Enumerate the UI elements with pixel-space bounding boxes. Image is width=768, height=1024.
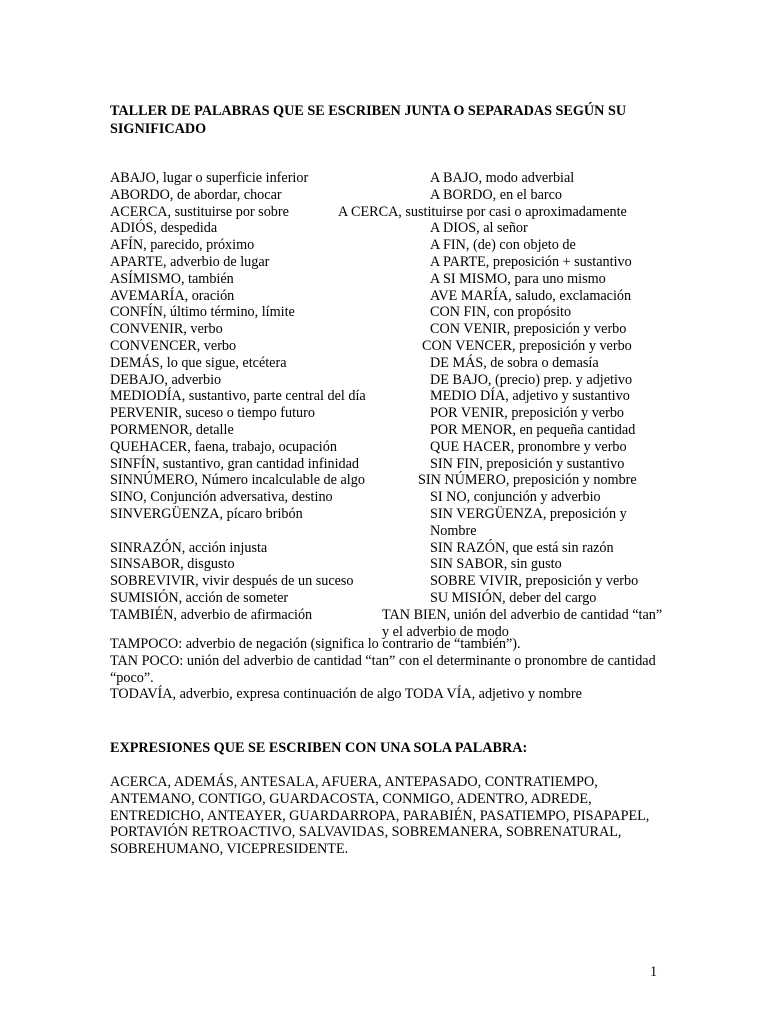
- joined-word: SUMISIÓN, acción de someter: [110, 589, 289, 606]
- separated-word: A CERCA, sustituirse por casi o aproximadamente: [338, 203, 627, 220]
- joined-word: SINSABOR, disgusto: [110, 556, 235, 573]
- word-pair-row: [0, 338, 768, 355]
- separated-word: A PARTE, preposición + sustantivo: [430, 253, 632, 270]
- separated-word: MEDIO DÍA, adjetivo y sustantivo: [430, 388, 630, 405]
- separated-word: SIN VERGÜENZA, preposición y Nombre: [430, 505, 627, 539]
- joined-word: SINNÚMERO, Número incalculable de algo: [110, 472, 365, 489]
- separated-word: CON VENCER, preposición y verbo: [422, 337, 632, 354]
- separated-word: A FIN, (de) con objeto de: [430, 237, 576, 254]
- word-pair-row: [0, 170, 768, 187]
- joined-word: MEDIODÍA, sustantivo, parte central del día: [110, 388, 366, 405]
- separated-word: A BORDO, en el barco: [430, 186, 562, 203]
- word-pair-row: [0, 540, 768, 557]
- word-pair-row: [0, 556, 768, 573]
- separated-word: A SI MISMO, para uno mismo: [430, 270, 606, 287]
- word-pair-row: [0, 237, 768, 254]
- joined-word: SOBREVIVIR, vivir después de un suceso: [110, 573, 354, 590]
- word-pair-row: [0, 506, 768, 540]
- separated-word: A BAJO, modo adverbial: [430, 170, 575, 186]
- word-pair-row: [0, 405, 768, 422]
- word-pair-row: [0, 254, 768, 271]
- joined-word: SINVERGÜENZA, pícaro bribón: [110, 505, 303, 522]
- separated-word: SIN SABOR, sin gusto: [430, 556, 562, 573]
- joined-word: ACERCA, sustituirse por sobre: [110, 203, 289, 220]
- separated-word: DE MÁS, de sobra o demasía: [430, 354, 599, 371]
- separated-word: CON VENIR, preposición y verbo: [430, 321, 627, 338]
- word-pair-row: [0, 288, 768, 305]
- word-pair-row: [0, 355, 768, 372]
- word-pair-row: [0, 439, 768, 456]
- separated-word: A DIOS, al señor: [430, 220, 528, 237]
- word-pair-row: [0, 472, 768, 489]
- separated-word: QUE HACER, pronombre y verbo: [430, 438, 627, 455]
- word-pair-row: [0, 220, 768, 237]
- separated-word: AVE MARÍA, saludo, exclamación: [430, 287, 632, 304]
- word-pair-row: [0, 590, 768, 607]
- joined-word: PORMENOR, detalle: [110, 421, 234, 438]
- joined-word: CONVENCER, verbo: [110, 337, 237, 354]
- joined-word: AFÍN, parecido, próximo: [110, 237, 255, 254]
- joined-word: CONFÍN, último término, límite: [110, 304, 295, 321]
- joined-word: ASÍMISMO, también: [110, 270, 234, 287]
- word-pairs-list: [0, 170, 768, 640]
- separated-word: SIN FIN, preposición y sustantivo: [430, 455, 625, 472]
- word-pair-row: [0, 187, 768, 204]
- joined-word: SINFÍN, sustantivo, gran cantidad infinidad: [110, 455, 360, 472]
- separated-word: SI NO, conjunción y adverbio: [430, 489, 601, 506]
- joined-word: ABAJO, lugar o superficie inferior: [110, 170, 309, 186]
- tampoco-entry: TAMPOCO: adverbio de negación (significa lo contrario de “también”).: [110, 636, 521, 652]
- todavia-entry: TODAVÍA, adverbio, expresa continuación de algo TODA VÍA, adjetivo y nombre: [110, 686, 582, 703]
- page-number: 1: [650, 964, 658, 980]
- joined-word: PERVENIR, suceso o tiempo futuro: [110, 405, 315, 422]
- separated-word: TAN BIEN, unión del adverbio de cantidad “tan” y el adverbio de modo: [382, 606, 663, 640]
- additional-entries: [110, 636, 670, 703]
- word-pair-row: [0, 321, 768, 338]
- separated-word: CON FIN, con propósito: [430, 304, 572, 321]
- word-pair-row: [0, 204, 768, 221]
- word-pair-row: [0, 573, 768, 590]
- joined-word: AVEMARÍA, oración: [110, 287, 235, 304]
- joined-word: ADIÓS, despedida: [110, 220, 218, 237]
- separated-word: DE BAJO, (precio) prep. y adjetivo: [430, 371, 633, 388]
- page-title: TALLER DE PALABRAS QUE SE ESCRIBEN JUNTA O SEPARADAS SEGÚN SU SIGNIFICADO: [110, 103, 627, 137]
- word-pair-row: [0, 388, 768, 405]
- separated-word: SU MISIÓN, deber del cargo: [430, 589, 597, 606]
- word-pair-row: [0, 304, 768, 321]
- separated-word: POR MENOR, en pequeña cantidad: [430, 421, 636, 438]
- separated-word: POR VENIR, preposición y verbo: [430, 405, 625, 422]
- separated-word: SIN RAZÓN, que está sin razón: [430, 539, 614, 556]
- separated-word: SIN NÚMERO, preposición y nombre: [418, 472, 637, 489]
- word-pair-row: [0, 456, 768, 473]
- section-heading: EXPRESIONES QUE SE ESCRIBEN CON UNA SOLA PALABRA:: [110, 740, 528, 756]
- word-pair-row: [0, 372, 768, 389]
- joined-word: QUEHACER, faena, trabajo, ocupación: [110, 438, 337, 455]
- joined-word: DEBAJO, adverbio: [110, 371, 222, 388]
- joined-word: CONVENIR, verbo: [110, 321, 223, 338]
- word-pair-row: [0, 422, 768, 439]
- joined-word: SINRAZÓN, acción injusta: [110, 539, 268, 556]
- joined-word: DEMÁS, lo que sigue, etcétera: [110, 354, 287, 371]
- joined-word: ABORDO, de abordar, chocar: [110, 186, 282, 203]
- word-pair-row: [0, 271, 768, 288]
- tan-poco-entry: TAN POCO: unión del adverbio de cantidad “tan” con el determinante o pronombre de cantidad “poco”.: [110, 652, 656, 686]
- joined-word: APARTE, adverbio de lugar: [110, 253, 270, 270]
- word-pair-row: [0, 489, 768, 506]
- separated-word: SOBRE VIVIR, preposición y verbo: [430, 573, 639, 590]
- joined-word: TAMBIÉN, adverbio de afirmación: [110, 606, 313, 623]
- joined-word: SINO, Conjunción adversativa, destino: [110, 489, 333, 506]
- single-word-expressions: ACERCA, ADEMÁS, ANTESALA, AFUERA, ANTEPASADO, CONTRATIEMPO, ANTEMANO, CONTIGO, GUARDACOSTA, CONMIGO, ADENTRO, ADREDE, ENTREDICHO, ANTEAYER, GUARDARROPA, PARABIÉN, PASATIEMPO, PISAPAPEL, PORTAVIÓN RETROACTIVO, SALVAVIDAS, SOBREMANERA, SOBRENATURAL, SOBREHUMANO, VICEPRESIDENTE.: [110, 774, 650, 858]
